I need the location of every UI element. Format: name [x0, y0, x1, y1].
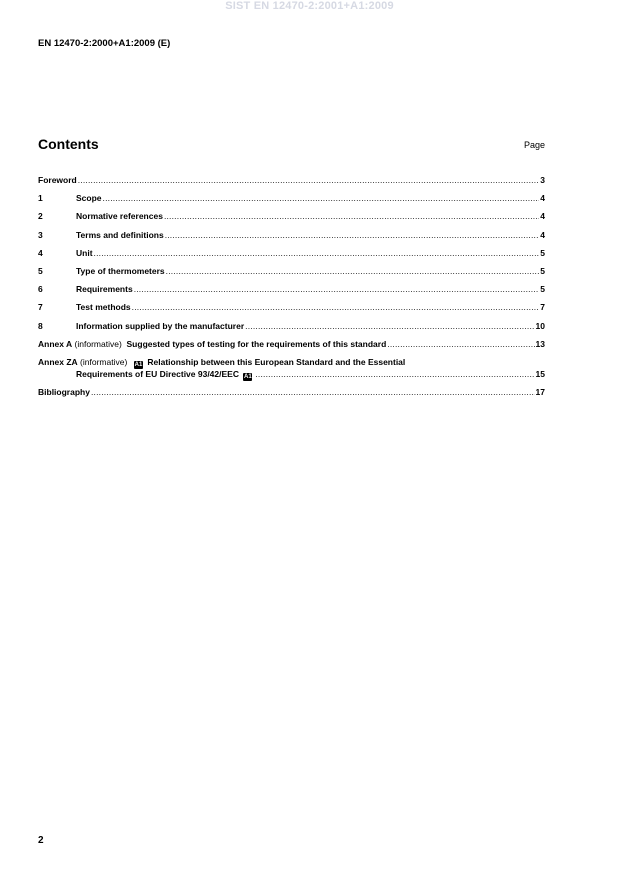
toc-entry-title: Unit [76, 247, 93, 258]
toc-entry-page: 4 [540, 229, 545, 240]
toc-entry-annex-za-continued[interactable] [38, 368, 545, 380]
annex-title: Suggested types of testing for the requirements of this standard [126, 338, 387, 349]
toc-entry-normative-references[interactable] [38, 210, 545, 222]
page-column-heading: Page [523, 140, 545, 150]
toc-entry-title: Normative references [76, 211, 163, 222]
toc-entry-page: 4 [540, 193, 545, 204]
dot-leader [387, 338, 534, 350]
toc-entry-requirements[interactable] [38, 283, 545, 295]
page-number: 2 [38, 835, 44, 846]
toc-entry-title: Scope [76, 193, 102, 204]
dot-leader [132, 301, 540, 313]
toc-entry-page: 5 [540, 247, 545, 258]
annex-za-title-continued [38, 368, 254, 381]
toc-entry-page: 17 [535, 387, 545, 398]
toc-entry-page: 5 [540, 284, 545, 295]
toc-entry-type-of-thermometers[interactable] [38, 265, 545, 277]
toc-entry-title: Information supplied by the manufacturer [76, 320, 245, 331]
toc-entry-page: 3 [540, 175, 545, 185]
toc-entry-number: 1 [38, 193, 43, 204]
annex-title-line2: Requirements of EU Directive 93/42/EEC [76, 368, 239, 379]
dot-leader [165, 229, 540, 241]
toc-entry-bibliography[interactable] [38, 386, 545, 398]
toc-entry-number: 6 [38, 284, 43, 295]
toc-entry-test-methods[interactable] [38, 301, 545, 313]
toc-entry-title: Terms and definitions [76, 229, 164, 240]
amendment-start-icon: A1 [134, 361, 143, 368]
dot-leader [103, 192, 540, 204]
toc-entry-number: 5 [38, 265, 43, 276]
dot-leader [134, 283, 540, 295]
amendment-end-icon: A1 [244, 373, 252, 380]
toc-entry-page: 13 [535, 338, 545, 349]
dot-leader [166, 265, 540, 277]
toc-entry-number: 3 [38, 229, 43, 240]
toc-entry-title: Bibliography [38, 387, 90, 398]
toc-entry-page: 15 [535, 368, 545, 379]
annex-label: Annex A [38, 338, 73, 349]
annex-title-line1: Relationship between this European Standard and the Essential [147, 356, 406, 367]
toc-entry-foreword[interactable] [38, 174, 545, 186]
toc-entry-title: Test methods [76, 302, 131, 313]
dot-leader [94, 247, 540, 259]
toc-entry-annex-a[interactable] [38, 338, 545, 350]
toc-entry-title: Requirements [76, 284, 133, 295]
document-id: EN 12470-2:2000+A1:2009 (E) [38, 38, 171, 49]
toc-entry-page: 10 [535, 320, 545, 331]
toc-entry-number: 8 [38, 320, 43, 331]
toc-entry-page: 7 [540, 302, 545, 313]
dot-leader [245, 320, 534, 332]
annex-a-title [38, 338, 386, 350]
toc-entry-information-supplied[interactable] [38, 320, 545, 332]
toc-entry-title: Foreword [38, 175, 77, 185]
toc-entry-number: 2 [38, 211, 43, 222]
table-of-contents [38, 174, 545, 404]
toc-entry-scope[interactable] [38, 192, 545, 204]
toc-entry-page: 4 [540, 211, 545, 222]
watermark: SIST EN 12470-2:2001+A1:2009 [225, 0, 394, 12]
toc-entry-title: Type of thermometers [76, 265, 165, 276]
toc-entry-unit[interactable] [38, 247, 545, 259]
toc-entry-number: 4 [38, 247, 43, 258]
dot-leader [164, 210, 539, 222]
dot-leader [78, 174, 540, 186]
contents-heading: Contents [38, 136, 99, 152]
dot-leader [255, 368, 534, 380]
annex-label: Annex ZA [38, 356, 78, 367]
annex-qualifier: (informative) [74, 338, 122, 349]
toc-entry-number: 7 [38, 302, 43, 313]
dot-leader [91, 386, 535, 398]
toc-entry-terms-definitions[interactable] [38, 229, 545, 241]
annex-qualifier: (informative) [80, 356, 128, 367]
toc-entry-page: 5 [540, 265, 545, 276]
toc-entry-annex-za[interactable] [38, 356, 545, 368]
